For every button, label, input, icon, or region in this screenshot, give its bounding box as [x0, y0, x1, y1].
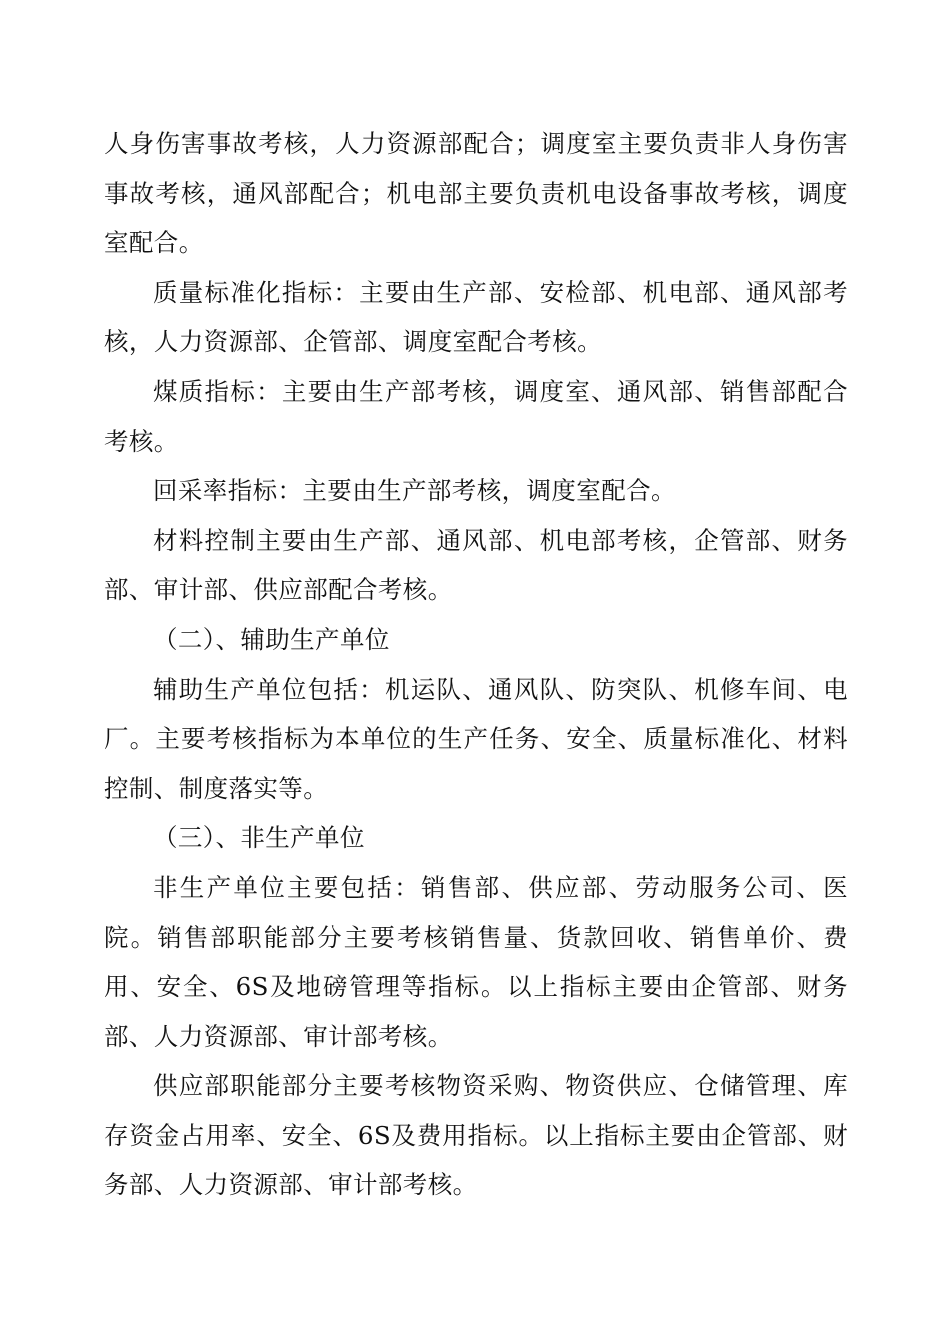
paragraph-non-production-units: 非生产单位主要包括：销售部、供应部、劳动服务公司、医院。销售部职能部分主要考核销售量、货款回收、销售单价、费用、安全、6S及地磅管理等指标。以上指标主要由企管部、财务部、人力资源部、审计部考核。	[104, 872, 848, 1051]
paragraph-auxiliary-units: 辅助生产单位包括：机运队、通风队、防突队、机修车间、电厂。主要考核指标为本单位的生产任务、安全、质量标准化、材料控制、制度落实等。	[104, 674, 848, 803]
paragraph-continuation: 人身伤害事故考核，人力资源部配合；调度室主要负责非人身伤害事故考核，通风部配合；机电部主要负责机电设备事故考核，调度室配合。	[104, 129, 848, 258]
section-heading-auxiliary: （二）、辅助生产单位	[153, 624, 390, 654]
paragraph-recovery-rate: 回采率指标：主要由生产部考核，调度室配合。	[153, 476, 676, 506]
paragraph-coal-quality: 煤质指标：主要由生产部考核，调度室、通风部、销售部配合考核。	[104, 376, 848, 456]
section-heading-non-production: （三）、非生产单位	[153, 823, 365, 853]
document-body	[104, 119, 848, 1210]
paragraph-supply-department: 供应部职能部分主要考核物资采购、物资供应、仓储管理、库存资金占用率、安全、6S及费用指标。以上指标主要由企管部、财务部、人力资源部、审计部考核。	[104, 1071, 848, 1200]
paragraph-material-control: 材料控制主要由生产部、通风部、机电部考核，企管部、财务部、审计部、供应部配合考核。	[104, 525, 848, 605]
paragraph-quality-indicator: 质量标准化指标：主要由生产部、安检部、机电部、通风部考核，人力资源部、企管部、调度室配合考核。	[104, 277, 848, 357]
